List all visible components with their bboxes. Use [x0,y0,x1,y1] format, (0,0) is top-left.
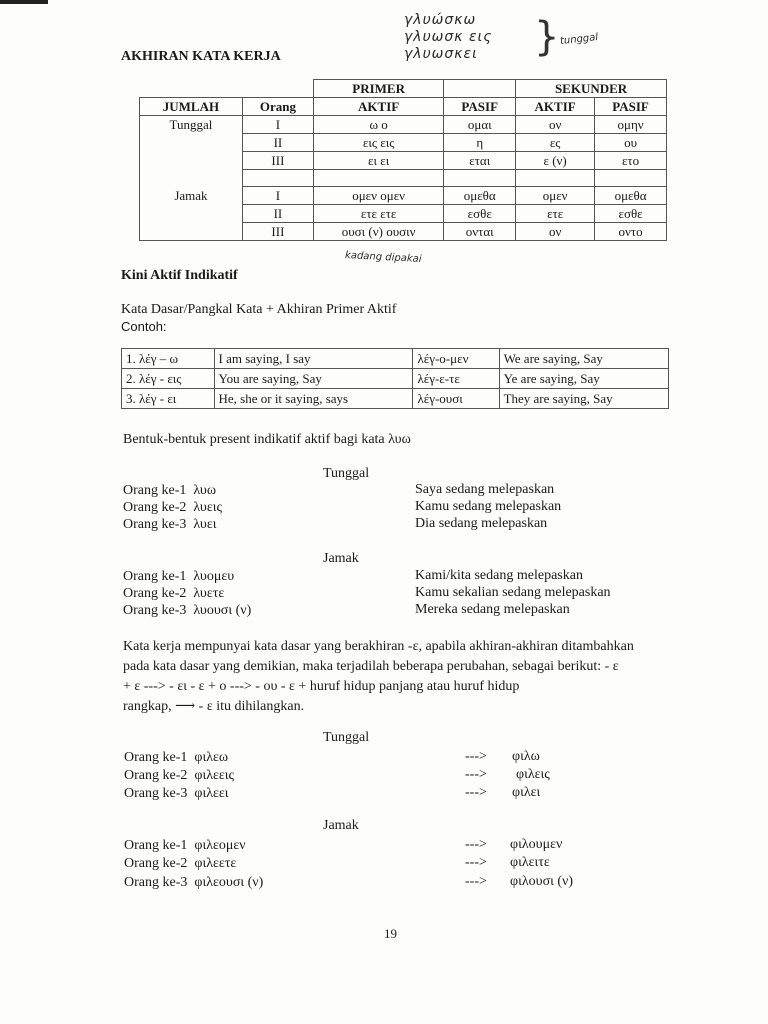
page-number: 19 [384,926,397,941]
handwritten-tunggal-note: tunggal [559,32,599,47]
list-item: Orang ke-1 φιλεω [124,750,229,765]
handwritten-form-2: γλυωσκ εις [404,29,493,45]
handwritten-brace-icon: } [534,14,560,60]
list-item-result: φιλειτε [510,855,550,870]
header-orang: Orang [242,98,313,116]
list-item-meaning: Saya sedang melepaskan [415,482,555,497]
table-header-row [140,98,667,116]
section-title: Kini Aktif Indikatif [121,268,238,283]
table-row: II εις εις η ες ου [140,134,667,152]
arrow-text: ---> [465,749,487,764]
phileo-tunggal-label: Tunggal [323,730,370,745]
header-sekunder-aktif: AKTIF [516,98,595,116]
table-row: 3. λέγ - ει He, she or it saying, says λέγ-ουσι They are saying, Say [122,389,669,409]
arrow-text: ---> [465,767,487,782]
list-item-meaning: Dia sedang melepaskan [415,516,548,531]
list-item-result: φιλω [512,749,540,764]
header-jumlah: JUMLAH [140,98,243,116]
list-item: Orang ke-2 λυετε [123,586,225,601]
table-row: Tunggal I ω ο ομαι ον ομην [140,116,667,134]
arrow-text: ---> [465,837,487,852]
formula-text: Kata Dasar/Pangkal Kata + Akhiran Primer Aktif [121,302,397,317]
table-row-spacer [140,170,667,187]
group-header-sekunder: SEKUNDER [516,80,667,98]
list-item: Orang ke-3 φιλεει [124,786,229,801]
list-item-meaning: Mereka sedang melepaskan [415,602,570,617]
list-item-result: φιλει [512,785,541,800]
arrow-text: ---> [465,785,487,800]
header-primer-aktif: AKTIF [313,98,443,116]
table-row: III ει ει εται ε (ν) ετο [140,152,667,170]
list-item: Orang ke-3 φιλεουσι (ν) [124,875,264,890]
header-sekunder-pasif: PASIF [595,98,667,116]
list-item: Orang ke-2 φιλεετε [124,856,237,871]
contract-paragraph: Kata kerja mempunyai kata dasar yang berakhiran -ε, apabila akhiran-akhiran ditambahkan pada kata dasar yang demikian, maka terjadilah beberapa perubahan, sebagai berikut: - ε + ε ---> - ει - ε + ο ---> - ου - ε + huruf hidup panjang atau huruf hidup rangkap, ⟶ - ε itu dihilangkan. [123,639,634,714]
verb-endings-table [139,79,667,241]
phileo-jamak-label: Jamak [323,818,359,833]
list-item: Orang ke-1 λυω [123,483,217,498]
list-item: Orang ke-1 λυομευ [123,569,235,584]
list-item-result: φιλουμεν [510,837,563,852]
luo-jamak-label: Jamak [323,551,359,566]
list-item-meaning: Kamu sedang melepaskan [415,499,562,514]
list-item-meaning: Kami/kita sedang melepaskan [415,568,583,583]
list-item: Orang ke-2 φιλεεις [124,768,235,783]
arrow-text: ---> [465,874,487,889]
handwritten-form-1: γλυώσκω [404,12,477,28]
list-item-result: φιλεις [516,767,550,782]
table-group-header-row [140,80,667,98]
list-item: Orang ke-1 φιλεομεν [124,838,246,853]
handwritten-kadang-note: kadang dipakai [344,250,422,265]
list-item: Orang ke-3 λυουσι (ν) [123,603,252,618]
page-title: AKHIRAN KATA KERJA [121,49,281,64]
table-row: Jamak I ομεν ομεν ομεθα ομεν ομεθα [140,187,667,205]
handwritten-verb-forms [404,12,493,63]
table-row: 1. λέγ – ω I am saying, I say λέγ-ο-μεν We are saying, Say [122,349,669,369]
table-row: II ετε ετε εσθε ετε εσθε [140,205,667,223]
list-item-meaning: Kamu sekalian sedang melepaskan [415,585,611,600]
luo-intro: Bentuk-bentuk present indikatif aktif bagi kata λυω [123,432,411,447]
arrow-text: ---> [465,855,487,870]
header-primer-pasif: PASIF [444,98,516,116]
table-row: III ουσι (ν) ουσιν ονται ον οντο [140,223,667,241]
table-row: 2. λέγ - εις You are saying, Say λέγ-ε-τε Ye are saying, Say [122,369,669,389]
example-table [121,348,669,409]
scan-edge-mark [0,0,48,4]
list-item: Orang ke-3 λυει [123,517,217,532]
list-item-result: φιλουσι (ν) [510,874,574,889]
contoh-label: Contoh: [121,319,167,334]
list-item: Orang ke-2 λυεις [123,500,223,515]
handwritten-form-3: γλυωσκει [404,46,478,62]
luo-tunggal-label: Tunggal [323,466,370,481]
group-header-primer: PRIMER [313,80,443,98]
